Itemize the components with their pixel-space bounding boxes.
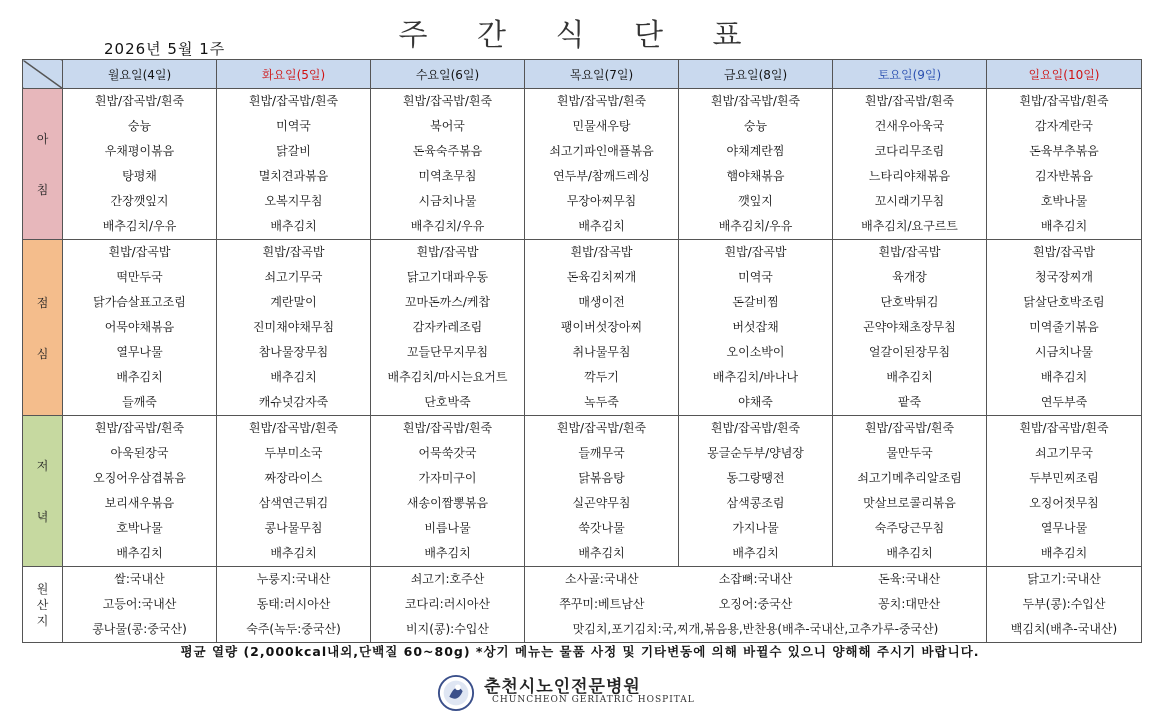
origin-label-char: 산	[36, 597, 49, 612]
menu-item: 비름나물	[424, 521, 471, 535]
menu-item: 열무나물	[1040, 521, 1088, 535]
meal-label-char: 아	[36, 132, 49, 146]
menu-item: 캐슈넛감자죽	[258, 395, 329, 409]
meal-row-di	[23, 416, 1142, 567]
page-title: 주 간 식 단 표	[398, 18, 762, 53]
menu-item: 돈육김치찌개	[566, 270, 637, 284]
meal-label	[23, 240, 63, 416]
menu-item: 배추김치/우유	[102, 219, 177, 233]
menu-item: 청국장찌개	[1035, 270, 1093, 284]
origin-cell	[371, 567, 525, 643]
menu-item: 흰밥/잡곡밥/흰죽	[248, 421, 339, 435]
menu-item: 미역국	[276, 119, 311, 133]
menu-item: 흰밥/잡곡밥/흰죽	[556, 94, 647, 108]
origin-item	[525, 567, 986, 592]
menu-item: 흰밥/잡곡밥	[262, 245, 325, 259]
origin-item: 두부(콩):수입산	[1022, 597, 1106, 611]
origin-label-char: 지	[36, 613, 49, 628]
day-header-0: 월요일(4일)	[63, 60, 217, 89]
footer-note: 평균 열량 (2,000kcal내외,단백질 60~80g) *상기 메뉴는 물품 사정 및 기타변동에 의해 바뀔수 있으니 양해해 주시기 바랍니다.	[180, 644, 980, 659]
menu-item: 배추김치/바나나	[712, 370, 799, 384]
origin-item-part: 소잡뼈:국내산	[718, 572, 793, 586]
menu-cell	[987, 89, 1142, 240]
menu-cell	[217, 89, 371, 240]
menu-item: 감자카레조림	[412, 320, 483, 334]
menu-item: 돈갈비찜	[732, 295, 779, 309]
menu-item: 흰밥/잡곡밥/흰죽	[1019, 421, 1109, 435]
menu-item: 버섯잡채	[732, 320, 779, 334]
menu-item: 흰밥/잡곡밥/흰죽	[402, 94, 493, 108]
menu-item: 돈육숙주볶음	[412, 144, 483, 158]
origin-item: 숙주(녹두:중국산)	[246, 622, 341, 636]
menu-item: 흰밥/잡곡밥/흰죽	[556, 421, 647, 435]
menu-item: 오복지무침	[264, 194, 323, 208]
menu-item: 북어국	[430, 119, 465, 133]
menu-item: 코다리무조림	[874, 144, 945, 158]
menu-item: 연두부죽	[1040, 395, 1088, 409]
menu-item: 삼색콩조림	[726, 496, 785, 510]
menu-item: 배추김치	[270, 370, 317, 384]
menu-item: 배추김치/우유	[410, 219, 485, 233]
origin-item-part: 쭈꾸미:베트남산	[559, 597, 645, 611]
origin-row	[23, 567, 1142, 643]
menu-item: 오징어젓무침	[1029, 496, 1099, 510]
menu-item: 물만두국	[886, 446, 933, 460]
meal-label-char: 점	[36, 295, 49, 310]
menu-item: 멸치견과볶음	[258, 169, 329, 183]
menu-item: 팥죽	[897, 395, 922, 409]
origin-item: 누룽지:국내산	[256, 572, 331, 586]
menu-item: 꼬들단무지무침	[406, 345, 489, 359]
menu-item: 흰밥/잡곡밥	[416, 245, 479, 259]
menu-item: 두부미소국	[264, 446, 323, 460]
menu-item: 깍두기	[584, 370, 619, 384]
menu-item: 꼬마돈까스/케찹	[404, 295, 491, 309]
menu-item: 쑥갓나물	[578, 521, 625, 535]
menu-cell	[833, 416, 987, 567]
menu-item: 실곤약무침	[572, 496, 631, 510]
meal-label-char: 침	[36, 183, 49, 197]
menu-item: 떡만두국	[116, 270, 163, 284]
origin-item: 콩나물(콩:중국산)	[92, 622, 187, 636]
origin-item: 닭고기:국내산	[1027, 572, 1101, 586]
week-label: 2026년 5월 1주	[104, 40, 226, 58]
menu-item: 시금치나물	[1035, 345, 1093, 359]
menu-item: 우채평이볶음	[104, 144, 175, 158]
menu-item: 쇠고기메추리알조림	[857, 471, 962, 485]
menu-cell	[371, 240, 525, 416]
menu-item: 흰밥/잡곡밥	[108, 245, 171, 259]
menu-cell	[679, 416, 833, 567]
menu-item: 참나물장무침	[258, 345, 329, 359]
menu-item: 녹두죽	[584, 395, 619, 409]
origin-label	[23, 567, 63, 643]
menu-item: 흰밥/잡곡밥	[1032, 245, 1095, 259]
menu-cell	[217, 416, 371, 567]
menu-item: 오이소박이	[726, 345, 785, 359]
origin-item: 쌀:국내산	[114, 572, 165, 586]
menu-item: 돈육부추볶음	[1029, 144, 1099, 158]
menu-item: 새송이짬뽕볶음	[406, 496, 489, 510]
origin-item: 고등어:국내산	[102, 597, 177, 611]
menu-item: 배추김치/우유	[718, 219, 793, 233]
origin-item: 비지(콩):수입산	[406, 622, 489, 636]
menu-item: 숭늉	[743, 119, 768, 133]
menu-item: 열무나물	[116, 345, 163, 359]
menu-item: 배추김치/요구르트	[861, 219, 958, 233]
meal-label	[23, 416, 63, 567]
meal-label	[23, 89, 63, 240]
origin-item: 맛김치,포기김치:국,찌개,볶음용,반찬용(배추-국내산,고추가루-중국산)	[572, 622, 939, 636]
menu-item: 흰밥/잡곡밥/흰죽	[864, 421, 955, 435]
menu-item: 쇠고기무국	[1035, 446, 1093, 460]
menu-cell	[63, 416, 217, 567]
meal-label-char: 녁	[36, 510, 49, 524]
menu-item: 감자계란국	[1035, 119, 1093, 133]
menu-item: 배추김치	[886, 546, 933, 560]
menu-item: 배추김치	[270, 546, 317, 560]
menu-item: 육개장	[892, 270, 927, 284]
menu-item: 얼갈이된장무침	[868, 345, 951, 359]
menu-item: 배추김치	[116, 546, 163, 560]
menu-item: 보리새우볶음	[104, 496, 175, 510]
menu-item: 닭고기대파우동	[406, 270, 489, 284]
menu-item: 흰밥/잡곡밥/흰죽	[1019, 94, 1109, 108]
menu-item: 닭가슴살표고조림	[93, 295, 186, 309]
menu-item: 배추김치	[1040, 546, 1088, 560]
day-header-1: 화요일(5일)	[217, 60, 371, 89]
menu-item: 민물새우탕	[572, 119, 631, 133]
menu-item: 가지나물	[732, 521, 779, 535]
menu-cell	[987, 416, 1142, 567]
origin-item-part: 소사골:국내산	[565, 572, 639, 586]
hospital-name: 춘천시노인전문병원	[484, 677, 641, 697]
origin-label-char: 원	[36, 581, 49, 596]
menu-item: 아욱된장국	[110, 446, 169, 460]
menu-item: 건새우아욱국	[874, 119, 945, 133]
menu-item: 취나물무침	[572, 345, 631, 359]
meal-label-char: 심	[36, 346, 49, 361]
menu-item: 들깨죽	[122, 395, 157, 409]
menu-cell	[63, 240, 217, 416]
menu-item: 동그랑땡전	[726, 471, 785, 485]
menu-item: 닭갈비	[276, 144, 311, 158]
origin-item-part: 오징어:중국산	[718, 597, 793, 611]
menu-item: 무장아찌무침	[566, 194, 637, 208]
menu-item: 오징어우삼겹볶음	[93, 471, 186, 485]
menu-item: 김자반볶음	[1035, 169, 1093, 183]
menu-item: 배추김치	[886, 370, 933, 384]
menu-item: 배추김치	[1040, 370, 1088, 384]
menu-item: 흰밥/잡곡밥/흰죽	[864, 94, 955, 108]
hospital-logo-icon	[437, 674, 475, 712]
menu-item: 콩나물무침	[264, 521, 323, 535]
origin-item: 쇠고기:호주산	[410, 572, 485, 586]
menu-cell	[679, 240, 833, 416]
menu-item: 맛살브로콜리볶음	[863, 496, 956, 510]
menu-item: 흰밥/잡곡밥/흰죽	[710, 421, 801, 435]
menu-item: 쇠고기파인애플볶음	[549, 144, 654, 158]
menu-cell	[987, 240, 1142, 416]
menu-item: 미역줄기볶음	[1029, 320, 1099, 334]
origin-item	[525, 592, 986, 617]
menu-cell	[525, 416, 679, 567]
origin-item-part: 돈육:국내산	[878, 572, 941, 586]
menu-item: 흰밥/잡곡밥	[878, 245, 941, 259]
menu-item: 가자미구이	[418, 471, 477, 485]
menu-item: 야채죽	[738, 395, 773, 409]
menu-item: 미역초무침	[418, 169, 477, 183]
menu-cell	[679, 89, 833, 240]
meal-row-bf	[23, 89, 1142, 240]
menu-item: 진미채야채무침	[252, 320, 335, 334]
menu-item: 곤약야채초장무침	[863, 320, 956, 334]
menu-item: 닭살단호박조림	[1023, 295, 1105, 309]
origin-item-part: 꽁치:대만산	[878, 597, 941, 611]
menu-item: 숭늉	[127, 119, 152, 133]
menu-item: 단호박죽	[424, 395, 471, 409]
origin-item: 코다리:러시아산	[404, 597, 491, 611]
origin-cell	[217, 567, 371, 643]
menu-item: 햄야채볶음	[726, 169, 785, 183]
menu-item: 닭볶음탕	[578, 471, 625, 485]
menu-item: 어묵쑥갓국	[418, 446, 477, 460]
day-header-2: 수요일(6일)	[371, 60, 525, 89]
menu-item: 연두부/참깨드레싱	[553, 169, 650, 183]
menu-item: 계란말이	[270, 295, 317, 309]
menu-cell	[217, 240, 371, 416]
day-header-6: 일요일(10일)	[987, 60, 1142, 89]
menu-item: 배추김치	[578, 546, 625, 560]
menu-item: 짜장라이스	[264, 471, 323, 485]
day-header-3: 목요일(7일)	[525, 60, 679, 89]
origin-cell	[987, 567, 1142, 643]
hospital-name-english: CHUNCHEON GERIATRIC HOSPITAL	[492, 695, 695, 705]
menu-item: 흰밥/잡곡밥/흰죽	[94, 421, 185, 435]
menu-cell	[63, 89, 217, 240]
menu-item: 미역국	[738, 270, 773, 284]
menu-item: 흰밥/잡곡밥/흰죽	[402, 421, 493, 435]
menu-item: 탕평채	[122, 169, 157, 183]
menu-item: 흰밥/잡곡밥/흰죽	[248, 94, 339, 108]
day-header-5: 토요일(9일)	[833, 60, 987, 89]
menu-item: 흰밥/잡곡밥	[570, 245, 633, 259]
weekly-menu-table	[22, 59, 1142, 643]
menu-item: 배추김치	[1040, 219, 1088, 233]
menu-item: 느타리야채볶음	[868, 169, 951, 183]
origin-item: 백김치(배추-국내산)	[1010, 622, 1118, 636]
meal-row-lu	[23, 240, 1142, 416]
menu-item: 어묵야채볶음	[104, 320, 175, 334]
menu-item: 흰밥/잡곡밥	[724, 245, 787, 259]
menu-cell	[525, 89, 679, 240]
menu-item: 들깨무국	[578, 446, 625, 460]
menu-item: 쇠고기무국	[264, 270, 323, 284]
menu-item: 단호박튀김	[880, 295, 939, 309]
menu-item: 간장깻잎지	[110, 194, 169, 208]
meal-label-char: 저	[36, 459, 49, 473]
menu-cell	[833, 89, 987, 240]
menu-cell	[371, 89, 525, 240]
menu-item: 꼬시래기무침	[874, 194, 945, 208]
menu-item: 호박나물	[116, 521, 163, 535]
menu-item: 팽이버섯장아찌	[560, 320, 643, 334]
menu-item: 호박나물	[1040, 194, 1088, 208]
menu-item: 두부민찌조림	[1029, 471, 1099, 485]
menu-item: 배추김치	[116, 370, 163, 384]
menu-item: 배추김치/마시는요거트	[387, 370, 508, 384]
menu-item: 배추김치	[424, 546, 471, 560]
menu-item: 배추김치	[732, 546, 779, 560]
menu-item: 매생이전	[578, 295, 625, 309]
origin-cell	[525, 567, 987, 643]
corner-cell	[23, 60, 63, 89]
origin-item: 동태:러시아산	[256, 597, 331, 611]
menu-item: 배추김치	[270, 219, 317, 233]
day-header-row	[23, 60, 1142, 89]
menu-item: 깻잎지	[738, 194, 773, 208]
menu-cell	[525, 240, 679, 416]
menu-item: 야채계란찜	[726, 144, 785, 158]
menu-item: 시금치나물	[418, 194, 477, 208]
menu-item: 흰밥/잡곡밥/흰죽	[94, 94, 185, 108]
origin-cell	[63, 567, 217, 643]
menu-cell	[833, 240, 987, 416]
menu-item: 삼색연근튀김	[258, 496, 329, 510]
menu-cell	[371, 416, 525, 567]
menu-item: 배추김치	[578, 219, 625, 233]
menu-item: 몽글순두부/양념장	[707, 446, 804, 460]
menu-item: 흰밥/잡곡밥/흰죽	[710, 94, 801, 108]
menu-item: 숙주당근무침	[874, 521, 945, 535]
day-header-4: 금요일(8일)	[679, 60, 833, 89]
